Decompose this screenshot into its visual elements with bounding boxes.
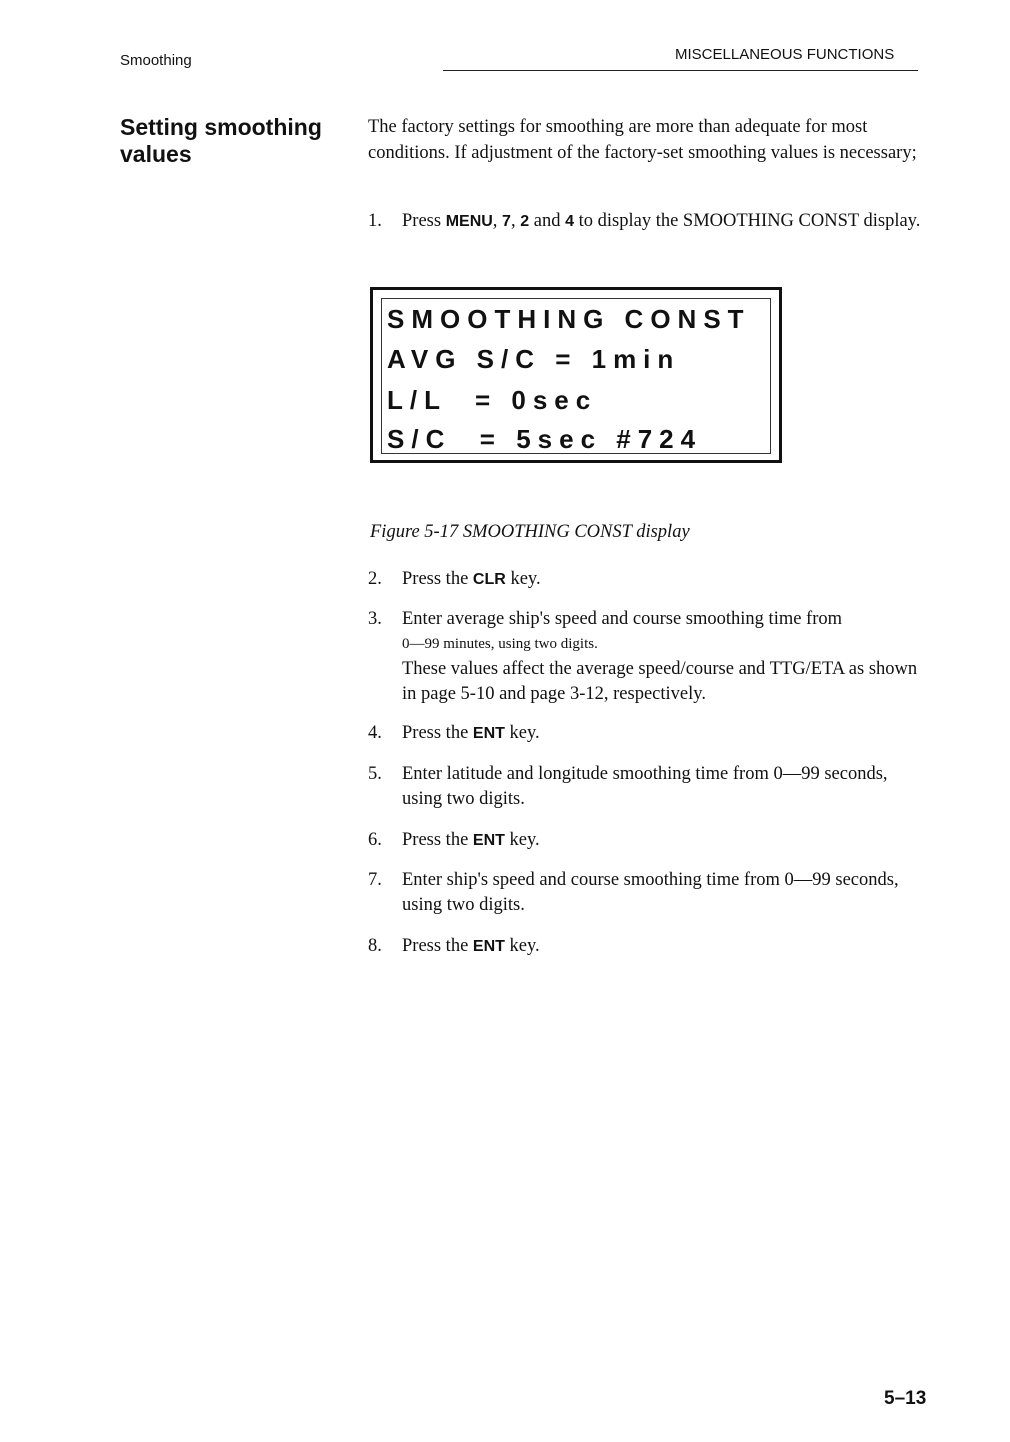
step-number: 7. — [368, 870, 382, 890]
lcd-line-1: SMOOTHING CONST — [387, 304, 751, 334]
key-ent: ENT — [472, 832, 505, 849]
section-title: Setting smoothing values — [120, 114, 322, 167]
lcd-display — [370, 287, 782, 463]
page-number: 5–13 — [884, 1388, 927, 1409]
step-8 — [368, 934, 924, 959]
intro-paragraph: The factory settings for smoothing are more than adequate for most conditions. If adjustment of the factory-set smoothing values is necessary; — [368, 117, 917, 163]
step-3 — [368, 607, 924, 707]
header-chapter-name: MISCELLANEOUS FUNCTIONS — [675, 46, 895, 63]
key-clr: CLR — [472, 571, 506, 588]
step-text: Enter latitude and longitude smoothing time from 0—99 seconds, using two digits. — [402, 764, 888, 809]
header-rule — [443, 70, 918, 71]
step-number: 6. — [368, 830, 382, 850]
step-number: 4. — [368, 723, 382, 743]
step-text: Press the ENT key. — [402, 830, 540, 850]
step-number: 2. — [368, 569, 382, 589]
step-5 — [368, 762, 924, 812]
key-menu: MENU — [445, 213, 493, 230]
step-text: Press the CLR key. — [402, 569, 541, 589]
step-7 — [368, 868, 924, 918]
key-4: 4 — [565, 213, 574, 230]
lcd-line-4: S/C = 5sec #724 — [387, 424, 703, 454]
figure-caption: Figure 5-17 SMOOTHING CONST display — [370, 522, 690, 542]
key-7: 7 — [502, 213, 511, 230]
lcd-line-3: L/L = 0sec — [387, 385, 598, 415]
step-1 — [368, 209, 924, 234]
step-4 — [368, 721, 924, 746]
step-2 — [368, 567, 924, 592]
key-2: 2 — [520, 213, 530, 230]
step-text: Press MENU, 7, 2 and 4 to display the SMOOTHING CONST display. — [402, 211, 921, 231]
key-ent: ENT — [472, 725, 505, 742]
step-6 — [368, 828, 924, 853]
step-text: Enter ship's speed and course smoothing time from 0—99 seconds, using two digits. — [402, 870, 899, 915]
step-number: 5. — [368, 764, 382, 784]
step-number: 1. — [368, 211, 382, 231]
step-3-line-1: Enter average ship's speed and course smoothing time from — [402, 609, 843, 629]
step-3-line-2: 0—99 minutes, using two digits. — [402, 636, 598, 652]
step-number: 8. — [368, 936, 382, 956]
header-section-name: Smoothing — [120, 52, 192, 69]
step-3-line-3: These values affect the average speed/course and TTG/ETA as shown in page 5-10 and page 3-12, respectively. — [402, 659, 918, 704]
step-text: Press the ENT key. — [402, 936, 540, 956]
step-text: Press the ENT key. — [402, 723, 540, 743]
step-number: 3. — [368, 609, 382, 629]
step-text — [402, 607, 924, 707]
key-ent: ENT — [472, 938, 505, 955]
lcd-line-2: AVG S/C = 1min — [387, 344, 681, 374]
